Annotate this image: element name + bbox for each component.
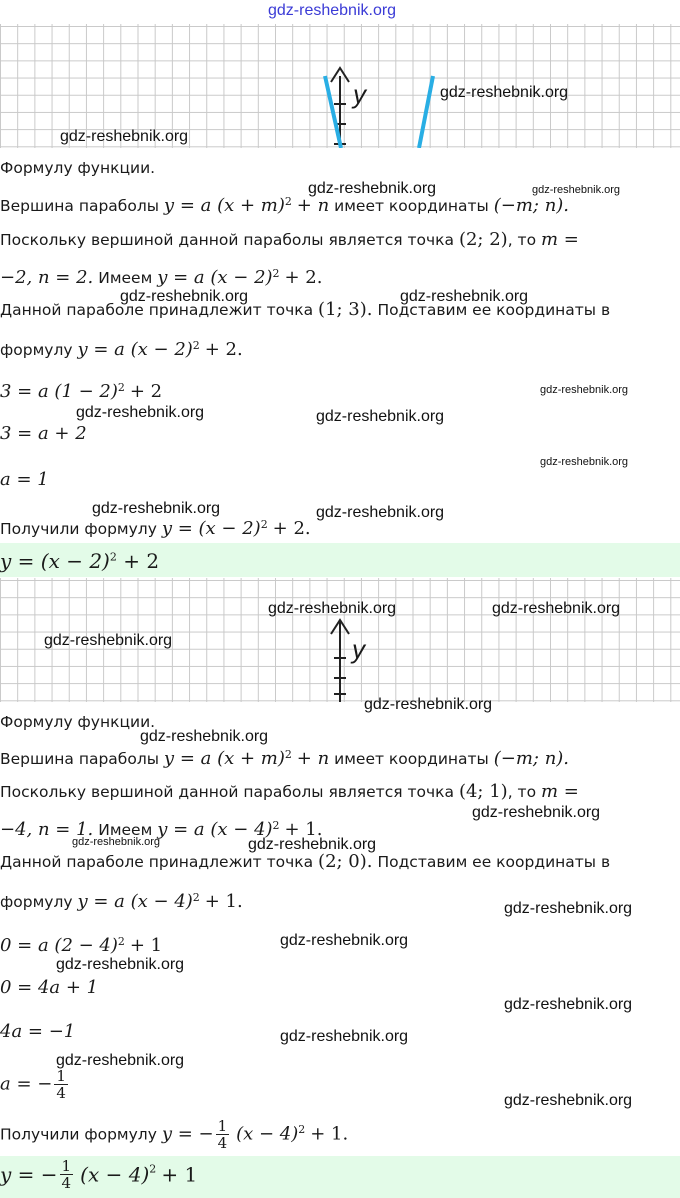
p2-line2-rest: + n — [296, 748, 330, 770]
watermark: gdz-reshebnik.org — [532, 184, 621, 196]
frac-num: 1 — [217, 1117, 228, 1135]
p2-line4-exp: 2 — [272, 819, 280, 832]
watermark: gdz-reshebnik.org — [60, 128, 189, 145]
p1-answer — [0, 549, 159, 573]
p1-answer-box — [0, 543, 680, 577]
watermark: gdz-reshebnik.org — [280, 1028, 409, 1045]
watermark: gdz-reshebnik.org — [140, 728, 269, 745]
p2-line6-exp: 2 — [192, 891, 200, 904]
p1-answer-main: y = (x − 2) — [0, 549, 110, 573]
p1-line3-point: (2; 2) — [458, 229, 508, 250]
p2-result-rest: + 1. — [310, 1123, 349, 1145]
p1-line3 — [0, 230, 579, 250]
watermark: gdz-reshebnik.org — [492, 600, 621, 617]
watermark: gdz-reshebnik.org — [92, 500, 221, 517]
p2-line5-rest: Подставим ее координаты в — [377, 853, 611, 871]
frac-den: 4 — [61, 1174, 72, 1192]
watermark: gdz-reshebnik.org — [504, 900, 633, 917]
p1-line4-a: −2, n = 2. — [0, 267, 94, 289]
p2-line2-formula: y = a (x + m) — [163, 748, 285, 770]
p1-eq1-main: 3 = a (1 − 2) — [0, 381, 118, 403]
p1-line2-coords: (−m; n). — [493, 195, 570, 217]
p1-line2-prefix: Вершина параболы — [0, 197, 159, 216]
p2-line2-prefix: Вершина параболы — [0, 750, 159, 769]
watermark: gdz-reshebnik.org — [280, 932, 409, 949]
p1-line2-rest: + n — [296, 195, 330, 217]
p2-answer-box — [0, 1156, 680, 1198]
p2-answer-rest: + 1 — [161, 1162, 198, 1187]
p2-eq3: 4a = −1 — [0, 1021, 76, 1042]
p1-result — [0, 515, 311, 539]
watermark: gdz-reshebnik.org — [400, 288, 529, 305]
p2-line6 — [0, 888, 243, 912]
p2-result-formula: y = − — [161, 1123, 214, 1145]
p2-line6-prefix: формулу — [0, 893, 73, 912]
p2-line5 — [0, 852, 610, 872]
p2-line2-mid: имеет координаты — [334, 750, 489, 769]
y-axis-label: y — [353, 79, 366, 109]
p2-line4-b: Имеем — [98, 821, 153, 840]
p2-eq4 — [0, 1068, 70, 1108]
watermark: gdz-reshebnik.org — [56, 956, 185, 973]
p2-result-tail: (x − 4) — [236, 1123, 299, 1145]
p2-answer — [0, 1158, 197, 1191]
watermark: gdz-reshebnik.org — [268, 600, 397, 617]
p2-line3 — [0, 782, 579, 802]
p1-line2-formula: y = a (x + m) — [163, 195, 285, 217]
watermark: gdz-reshebnik.org — [56, 1052, 185, 1069]
p1-eq1-exp: 2 — [117, 381, 125, 394]
p1-line6-formula: y = a (x − 2) — [77, 339, 193, 361]
p1-line4-rest: + 2. — [284, 267, 323, 289]
p2-line1: Формулу функции. — [0, 713, 156, 731]
p2-answer-main: y = − — [0, 1162, 58, 1187]
frac-den: 4 — [56, 1084, 66, 1102]
p1-line4-exp: 2 — [272, 267, 280, 280]
p2-eq1-main: 0 = a (2 − 4) — [0, 935, 118, 957]
p2-line2-exp: 2 — [284, 748, 292, 761]
p1-line3-mid: , то — [507, 231, 537, 249]
p1-result-prefix: Получили формулу — [0, 520, 157, 539]
p1-line1: Формулу функции. — [0, 159, 156, 177]
p1-line6 — [0, 336, 243, 360]
watermark: gdz-reshebnik.org — [120, 288, 249, 305]
p1-line5-rest: Подставим ее координаты в — [377, 301, 611, 319]
p1-line3-prefix: Поскольку вершиной данной параболы является точка — [0, 231, 455, 249]
p1-result-formula: y = (x − 2) — [161, 518, 261, 540]
frac-den: 4 — [217, 1134, 228, 1152]
p2-line5-prefix: Данной параболе принадлежит точка — [0, 853, 314, 871]
p1-line6-exp: 2 — [192, 339, 200, 352]
p1-line6-rest: + 2. — [204, 339, 243, 361]
p2-eq4-main: a = − — [0, 1073, 53, 1095]
p2-line3-mid: , то — [507, 783, 537, 801]
watermark: gdz-reshebnik.org — [72, 836, 161, 848]
p1-line4 — [0, 264, 322, 288]
p2-eq2: 0 = 4a + 1 — [0, 977, 99, 998]
p2-result — [0, 1118, 348, 1158]
watermark: gdz-reshebnik.org — [308, 180, 437, 197]
watermark: gdz-reshebnik.org — [540, 456, 629, 468]
watermark: gdz-reshebnik.org — [504, 1092, 633, 1109]
p1-line5-point: (1; 3). — [318, 299, 373, 320]
p1-eq2: 3 = a + 2 — [0, 423, 87, 444]
watermark: gdz-reshebnik.org — [440, 84, 569, 101]
y-axis-label-2: y — [352, 634, 365, 664]
p1-line3-m: m = — [541, 229, 579, 250]
p1-answer-rest: + 2 — [123, 549, 160, 573]
p2-line4-rest: + 1. — [284, 819, 323, 841]
p2-line2 — [0, 745, 569, 769]
p2-eq1-exp: 2 — [117, 935, 125, 948]
p1-line2 — [0, 192, 569, 216]
p2-eq1 — [0, 932, 162, 956]
p2-line6-rest: + 1. — [204, 891, 243, 913]
parabola-left-branch — [325, 76, 341, 148]
p1-eq3: a = 1 — [0, 469, 49, 490]
p2-answer-tail: (x − 4) — [80, 1162, 150, 1187]
watermark: gdz-reshebnik.org — [44, 632, 173, 649]
parabola-right-branch — [419, 76, 433, 148]
watermark: gdz-reshebnik.org — [540, 384, 629, 396]
p1-result-exp: 2 — [260, 518, 268, 531]
p2-line4-formula: y = a (x − 4) — [157, 819, 273, 841]
p1-line2-mid: имеет координаты — [334, 197, 489, 216]
p2-eq4-fraction — [54, 1068, 68, 1101]
p1-result-rest: + 2. — [272, 518, 311, 540]
watermark: gdz-reshebnik.org — [504, 996, 633, 1013]
p1-line4-b: Имеем — [98, 269, 153, 288]
watermark: gdz-reshebnik.org — [248, 836, 377, 853]
p2-line4-a: −4, n = 1. — [0, 819, 94, 841]
p1-eq1-rest: + 2 — [129, 381, 163, 403]
watermark: gdz-reshebnik.org — [76, 404, 205, 421]
p2-answer-exp: 2 — [149, 1162, 157, 1176]
frac-num: 1 — [61, 1157, 72, 1175]
p2-line6-formula: y = a (x − 4) — [77, 891, 193, 913]
p2-line5-point: (2; 0). — [318, 851, 373, 872]
watermark: gdz-reshebnik.org — [316, 504, 445, 521]
p1-line5-prefix: Данной параболе принадлежит точка — [0, 301, 314, 319]
frac-num: 1 — [56, 1067, 66, 1085]
p2-line3-prefix: Поскольку вершиной данной параболы является точка — [0, 783, 455, 801]
watermark: gdz-reshebnik.org — [364, 696, 493, 713]
p2-result-prefix: Получили формулу — [0, 1125, 157, 1144]
p2-line3-m: m = — [541, 781, 579, 802]
p1-eq1 — [0, 378, 162, 402]
p2-line3-point: (4; 1) — [458, 781, 508, 802]
p2-result-fraction — [216, 1118, 230, 1151]
p1-line4-formula: y = a (x − 2) — [157, 267, 273, 289]
p2-line2-coords: (−m; n). — [493, 748, 570, 770]
p1-line6-prefix: формулу — [0, 341, 73, 360]
watermark: gdz-reshebnik.org — [316, 408, 445, 425]
p2-eq1-rest: + 1 — [129, 935, 163, 957]
p1-answer-exp: 2 — [109, 550, 117, 564]
p2-answer-fraction — [60, 1158, 74, 1191]
p1-line2-exp: 2 — [284, 195, 292, 208]
header-watermark[interactable]: gdz-reshebnik.org — [268, 2, 397, 19]
p2-result-exp: 2 — [298, 1122, 306, 1136]
watermark: gdz-reshebnik.org — [472, 804, 601, 821]
